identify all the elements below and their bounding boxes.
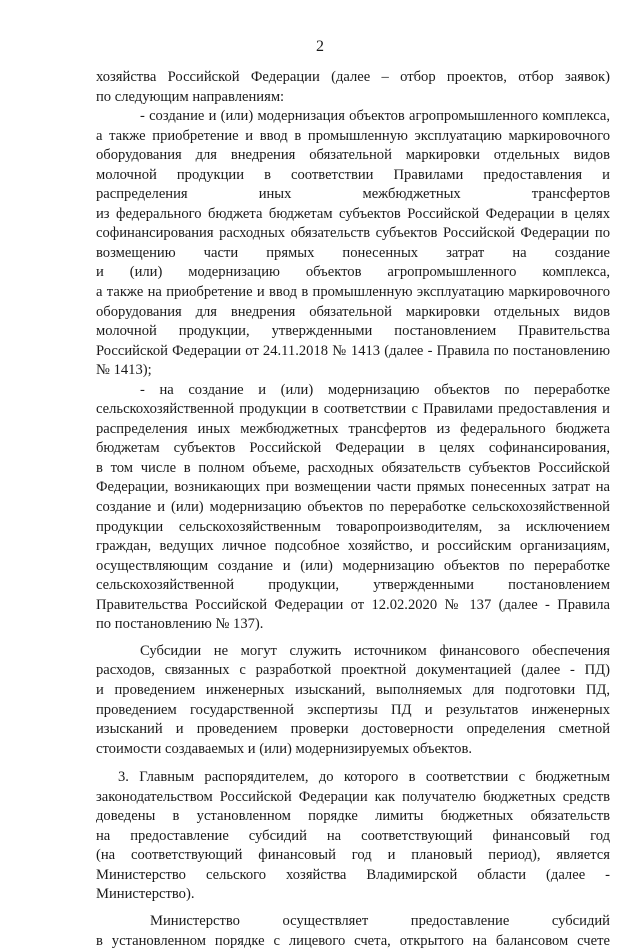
text-line: а также приобретение и ввод в промышленную эксплуатацию маркировочного (96, 127, 610, 144)
text-line: в установленном порядке с лицевого счета, открытого на балансовом счете (96, 932, 610, 949)
text-line: стоимости создаваемых и (или) модернизируемых объектов. (96, 740, 473, 757)
paragraph (96, 68, 610, 107)
text-line: бюджетам субъектов Российской Федерации в целях софинансирования, (96, 440, 610, 457)
text-line: № 1413); (96, 362, 152, 379)
text-line: хозяйства Российской Федерации (далее – отбор проектов, отбор заявок) (96, 69, 610, 85)
paragraph (96, 912, 610, 951)
paragraph (96, 768, 610, 905)
text-line: и (или) модернизацию объектов агропромышленного комплекса, (96, 264, 610, 281)
text-line: Федерации, возникающих при возмещении части прямых понесенных затрат на (96, 479, 610, 496)
text-line: Министерство осуществляет предоставление субсидий (150, 912, 610, 929)
text-line: по постановлению № 137). (96, 616, 264, 633)
text-line: софинансирования расходных обязательств субъектов Российской Федерации по (96, 225, 610, 242)
text-line: и проведением инженерных изысканий, выполняемых для подготовки ПД, (96, 681, 610, 698)
text-line: на предоставление субсидий на соответствующий финансовый год (96, 827, 610, 844)
text-line: осуществляющим создание и (или) модернизацию объектов по переработке (96, 557, 610, 574)
text-line: расходов, связанных с разработкой проектной документацией (далее - ПД) (96, 662, 610, 679)
text-line: - создание и (или) модернизация объектов агропромышленного комплекса, (140, 108, 610, 125)
text-line: оборудования для внедрения обязательной маркировки отдельных видов (96, 303, 610, 320)
text-line: (на соответствующий финансовый год и плановый период), является (96, 847, 610, 864)
text-line: оборудования для внедрения обязательной маркировки отдельных видов (96, 147, 610, 164)
text-line: 3. Главным распорядителем, до которого в соответствии с бюджетным (118, 769, 610, 786)
paragraph (96, 107, 610, 381)
text-line: Министерство сельского хозяйства Владимирской области (далее - (96, 866, 610, 883)
text-line: молочной продукции в соответствии Правилами предоставления и (96, 166, 610, 183)
text-line: сельскохозяйственной продукции в соответствии с Правилами предоставления и (96, 401, 610, 418)
document-body (96, 68, 610, 951)
text-line: распределения иных межбюджетных трансфертов (96, 186, 610, 203)
text-line: создание и (или) модернизацию объектов по переработке сельскохозяйственной (96, 499, 610, 516)
text-line: проведением государственной экспертизы ПД и результатов инженерных (96, 701, 610, 718)
text-line: - на создание и (или) модернизацию объектов по переработке (140, 381, 610, 398)
text-line: Министерство). (96, 886, 195, 903)
text-line: Правительства Российской Федерации от 12.02.2020 № 137 (далее - Правила (96, 596, 610, 613)
text-line: Субсидии не могут служить источником финансового обеспечения (140, 642, 610, 659)
text-line: по следующим направлениям: (96, 88, 285, 105)
text-line: из федерального бюджета бюджетам субъектов Российской Федерации в целях (96, 205, 610, 222)
text-line: распределения иных межбюджетных трансфертов из федерального бюджета (96, 420, 610, 437)
text-line: Российской Федерации от 24.11.2018 № 1413 (далее - Правила по постановлению (96, 342, 610, 359)
text-line: молочной продукции, утвержденными постановлением Правительства (96, 323, 610, 340)
text-line: а также на приобретение и ввод в промышленную эксплуатацию маркировочного (96, 284, 610, 301)
page-number: 2 (316, 38, 324, 55)
text-line: в том числе в полном объеме, расходных обязательств субъектов Российской (96, 459, 610, 476)
text-line: законодательством Российской Федерации как получателю бюджетных средств (96, 788, 610, 805)
text-line: продукции сельскохозяйственным товаропроизводителям, за исключением (96, 518, 610, 535)
text-line: доведены в установленном порядке лимиты бюджетных обязательств (96, 808, 610, 825)
text-line: изысканий и проведением проверки достоверности определения сметной (96, 721, 610, 738)
text-line: граждан, ведущих личное подсобное хозяйство, и российским организациям, (96, 538, 610, 555)
paragraph (96, 381, 610, 635)
paragraph (96, 642, 610, 759)
text-line: возмещению части прямых понесенных затрат на создание (96, 244, 610, 261)
text-line: сельскохозяйственной продукции, утвержденными постановлением (96, 577, 610, 594)
